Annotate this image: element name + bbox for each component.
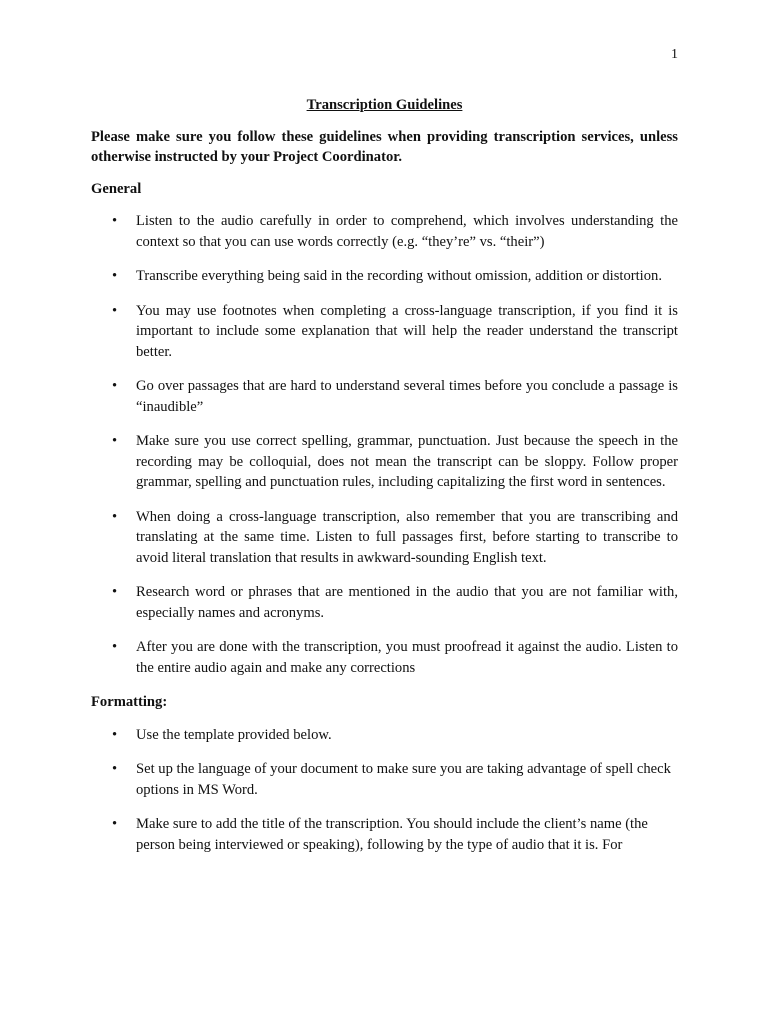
bullet-icon: • bbox=[112, 213, 118, 229]
bullet-icon: • bbox=[112, 508, 118, 525]
bullet-icon: • bbox=[112, 268, 118, 284]
list-item-text: You may use footnotes when completing a cross-language transcription, if you find it is important to include some explanation that will help the reader understand the transcript better. bbox=[136, 302, 678, 360]
list-item-text: Go over passages that are hard to understand several times before you conclude a passage is “inaudible” bbox=[136, 378, 678, 415]
list-item-text: Research word or phrases that are mentioned in the audio that you are not familiar with, especially names and acronyms. bbox=[136, 584, 678, 621]
bullet-icon: • bbox=[112, 302, 118, 319]
document-body bbox=[91, 95, 678, 869]
list-item bbox=[91, 759, 678, 800]
list-item bbox=[91, 814, 678, 855]
bullet-icon: • bbox=[112, 378, 118, 394]
list-item bbox=[91, 266, 678, 287]
formatting-list bbox=[91, 725, 678, 856]
list-item-text: Make sure to add the title of the transcription. You should include the client’s name (the person being interviewed or speaking), following by the type of audio that it is. For bbox=[136, 816, 648, 853]
list-item-text: After you are done with the transcription, you must proofread it against the audio. Listen to the entire audio again and make any corrections bbox=[136, 639, 678, 676]
page-number: 1 bbox=[671, 47, 678, 62]
bullet-icon: • bbox=[112, 761, 118, 777]
list-item-text: Make sure you use correct spelling, grammar, punctuation. Just because the speech in the recording may be colloquial, does not mean the transcript can be sloppy. Follow proper grammar, spelling and punctuation rules, including capitalizing the first word in sentences. bbox=[136, 433, 678, 490]
list-item bbox=[91, 507, 678, 569]
list-item bbox=[91, 725, 678, 746]
list-item-text: When doing a cross-language transcription, also remember that you are transcribing and translating at the same time. Listen to full passages first, before starting to transcribe to avoid literal translation that results in awkward-sounding English text. bbox=[136, 508, 678, 566]
bullet-icon: • bbox=[112, 726, 118, 743]
list-item bbox=[91, 211, 678, 252]
intro-paragraph: Please make sure you follow these guidelines when providing transcription services, unless otherwise instructed by your Project Coordinator. bbox=[91, 128, 678, 165]
section-heading-general: General bbox=[91, 180, 142, 197]
section-heading-formatting: Formatting: bbox=[91, 694, 168, 710]
bullet-icon: • bbox=[112, 816, 118, 832]
list-item bbox=[91, 637, 678, 678]
list-item-text: Set up the language of your document to make sure you are taking advantage of spell check options in MS Word. bbox=[136, 761, 671, 798]
bullet-icon: • bbox=[112, 584, 118, 600]
list-item-text: Use the template provided below. bbox=[136, 726, 332, 743]
document-title: Transcription Guidelines bbox=[306, 97, 463, 113]
list-item bbox=[91, 431, 678, 493]
bullet-icon: • bbox=[112, 639, 118, 655]
list-item bbox=[91, 582, 678, 623]
list-item-text: Transcribe everything being said in the recording without omission, addition or distortion. bbox=[136, 268, 662, 284]
list-item bbox=[91, 376, 678, 417]
general-list bbox=[91, 211, 678, 678]
bullet-icon: • bbox=[112, 433, 118, 449]
list-item-text: Listen to the audio carefully in order to comprehend, which involves understanding the context so that you can use words correctly (e.g. “they’re” vs. “their”) bbox=[136, 213, 678, 250]
list-item bbox=[91, 301, 678, 363]
